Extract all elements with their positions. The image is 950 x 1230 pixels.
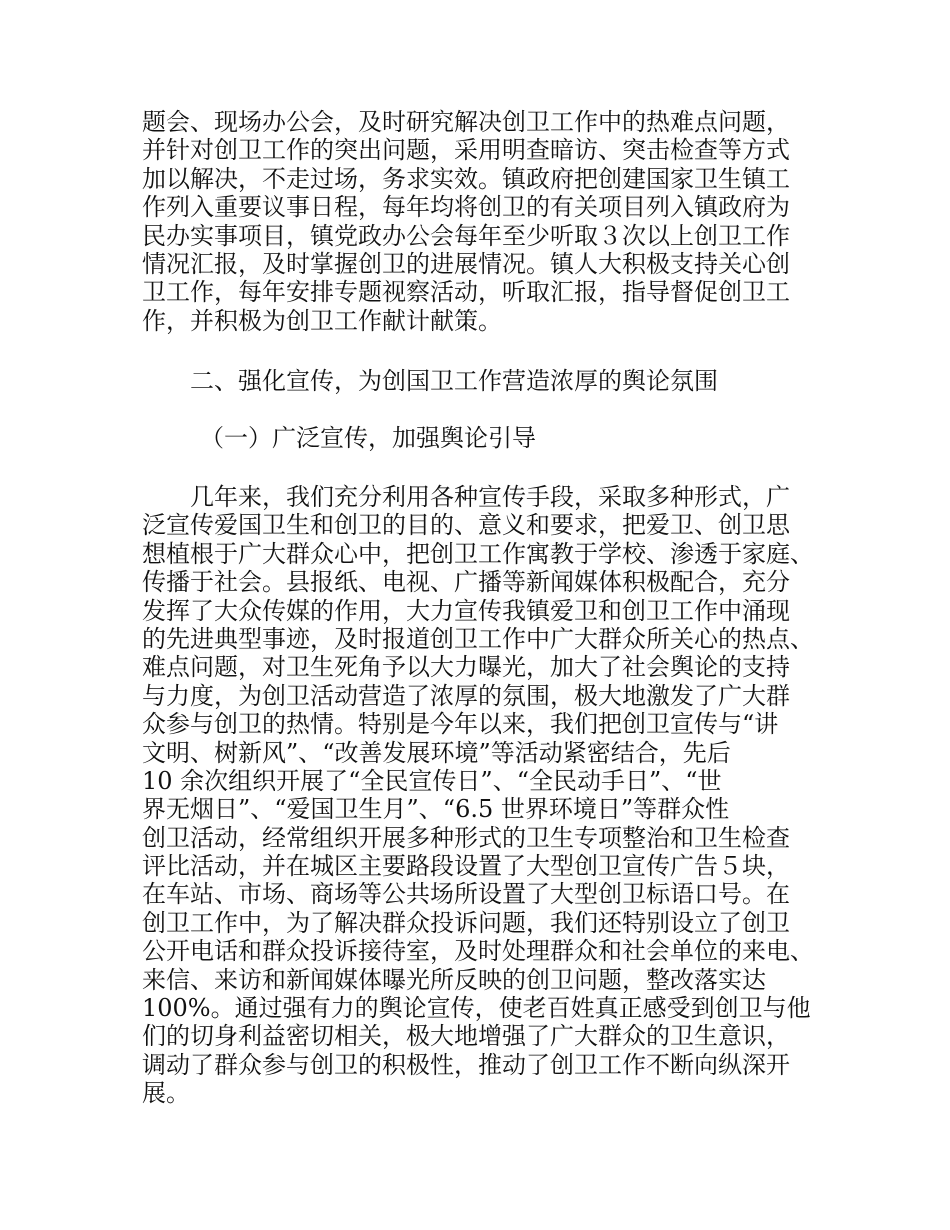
section-heading-text: 二、强化宣传，为创国卫工作营造浓厚的舆论氛围 xyxy=(190,367,718,395)
text-line: 情况汇报，及时掌握创卫的进展情况。镇人大积极支持关心创 xyxy=(142,249,790,278)
text-line: 作列入重要议事日程，每年均将创卫的有关项目列入镇政府为 xyxy=(142,193,790,222)
text-line: 文明、树新风”、“改善发展环境”等活动紧密结合，先后 xyxy=(142,738,731,767)
text-line: 泛宣传爱国卫生和创卫的目的、意义和要求，把爱卫、创卫思 xyxy=(142,511,790,540)
body-paragraph xyxy=(142,483,822,1108)
text-line: 民办实事项目，镇党政办公会每年至少听取３次以上创卫工作 xyxy=(142,221,790,250)
text-line: 的先进典型事迹，及时报道创卫工作中广大群众所关心的热点、 xyxy=(142,624,814,653)
text-line: 并针对创卫工作的突出问题，采用明查暗访、突击检查等方式 xyxy=(142,136,790,165)
text-line: 100%。通过强有力的舆论宣传，使老百姓真正感受到创卫与他 xyxy=(142,994,811,1023)
text-line: 几年来，我们充分利用各种宣传手段，采取多种形式，广 xyxy=(190,483,790,511)
text-line: 加以解决，不走过场，务求实效。镇政府把创建国家卫生镇工 xyxy=(142,164,790,193)
paragraph-continued xyxy=(142,108,822,335)
text-line: 创卫活动，经常组织开展多种形式的卫生专项整治和卫生检查 xyxy=(142,823,790,852)
text-line: 难点问题，对卫生死角予以大力曝光，加大了社会舆论的支持 xyxy=(142,653,790,682)
text-line: 们的切身利益密切相关，极大地增强了广大群众的卫生意识， xyxy=(142,1022,790,1051)
text-line: 公开电话和群众投诉接待室，及时处理群众和社会单位的来电、 xyxy=(142,937,814,966)
subsection-heading-text: （一）广泛宣传，加强舆论引导 xyxy=(200,424,536,452)
text-line: 展。 xyxy=(142,1079,190,1108)
text-line: 在车站、市场、商场等公共场所设置了大型创卫标语口号。在 xyxy=(142,880,790,909)
subsection-heading xyxy=(142,424,822,452)
text-line: 界无烟日”、“爱国卫生月”、“6.5 世界环境日”等群众性 xyxy=(142,795,730,824)
text-line: 作，并积极为创卫工作献计献策。 xyxy=(142,306,502,335)
text-line: 发挥了大众传媒的作用，大力宣传我镇爱卫和创卫工作中涌现 xyxy=(142,596,790,625)
text-line: 创卫工作中，为了解决群众投诉问题，我们还特别设立了创卫 xyxy=(142,908,790,937)
section-heading xyxy=(142,367,822,395)
text-line: 题会、现场办公会，及时研究解决创卫工作中的热难点问题， xyxy=(142,108,790,136)
text-line: 10 余次组织开展了“全民宣传日”、“全民动手日”、“世 xyxy=(142,766,722,795)
text-line: 想植根于广大群众心中，把创卫工作寓教于学校、渗透于家庭、 xyxy=(142,539,814,568)
text-line: 与力度，为创卫活动营造了浓厚的氛围，极大地激发了广大群 xyxy=(142,681,790,710)
text-line: 来信、来访和新闻媒体曝光所反映的创卫问题，整改落实达 xyxy=(142,965,766,994)
text-line: 众参与创卫的热情。特别是今年以来，我们把创卫宣传与“讲 xyxy=(142,710,779,739)
text-line: 传播于社会。县报纸、电视、广播等新闻媒体积极配合，充分 xyxy=(142,568,790,597)
text-line: 卫工作，每年安排专题视察活动，听取汇报，指导督促创卫工 xyxy=(142,278,790,307)
text-line: 评比活动，并在城区主要路段设置了大型创卫宣传广告５块， xyxy=(142,852,790,881)
text-line: 调动了群众参与创卫的积极性，推动了创卫工作不断向纵深开 xyxy=(142,1050,790,1079)
